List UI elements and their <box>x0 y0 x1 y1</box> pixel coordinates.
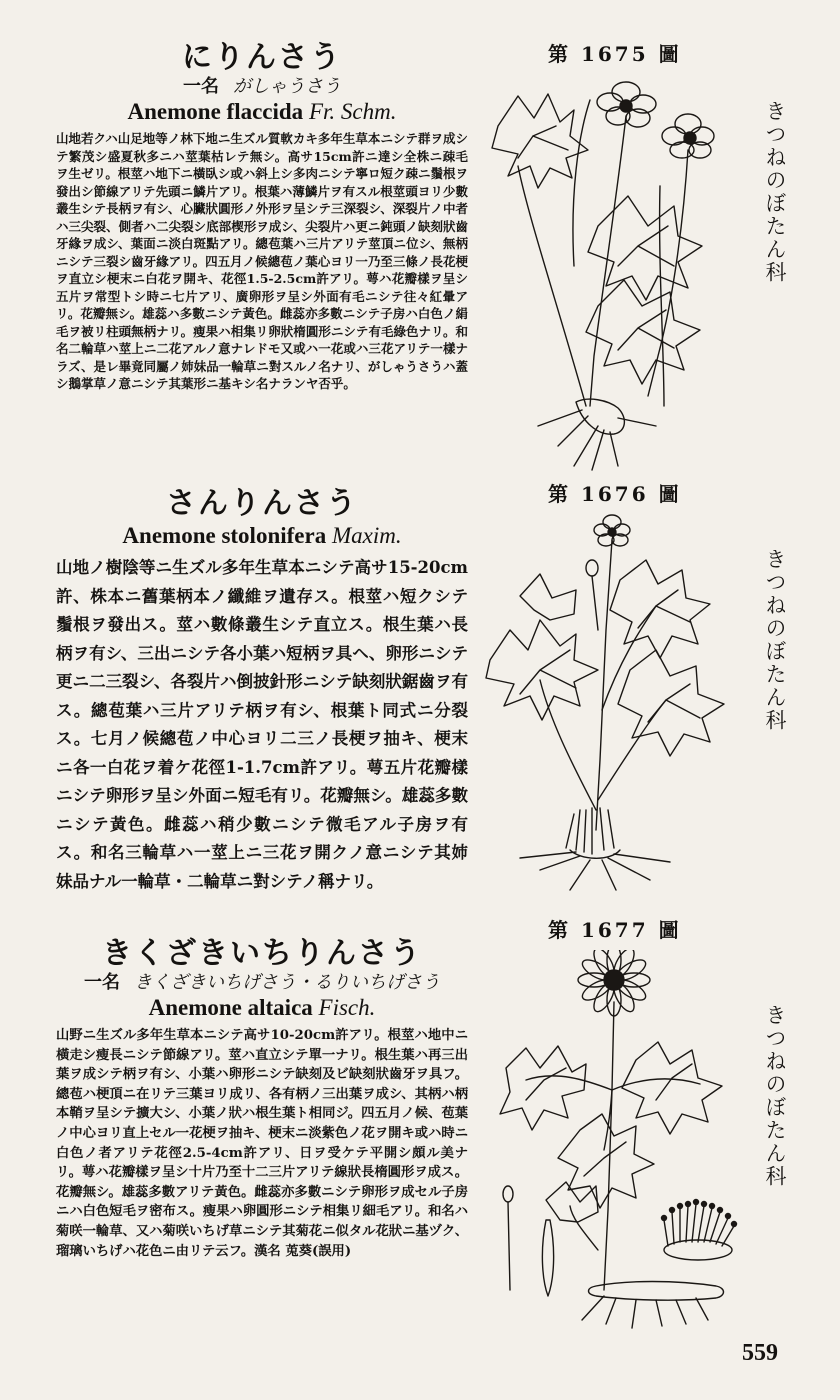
kikuzaki-ichirinsou-illustration-icon <box>486 950 756 1335</box>
alias-line <box>56 972 468 994</box>
sanrinsou-illustration-icon <box>480 510 750 895</box>
entry-description: 山地ノ樹陰等ニ生ズル多年生草本ニシテ高サ15-20cm許、株本ニ舊葉柄本ノ纖維ヲ遺存ス。根莖ハ短クシテ鬚根ヲ發出ス。莖ハ數條叢生シテ直立ス。根生葉ハ長柄ヲ有シ、三出ニシテ各小葉ハ短柄ヲ具ヘ、卵形ニシテ更ニ二三裂シ、各裂片ハ倒披針形ニシテ缺刻狀鋸齒ヲ有ス。總苞葉ハ三片アリテ柄ヲ有シ、根葉ト同式ニ分裂ス。七月ノ候總苞ノ中心ヨリ二三ノ長梗ヲ抽キ、梗末ニ各一白花ヲ着ケ花徑1-1.7cm許アリ。萼五片花瓣樣ニシテ卵形ヲ呈シ外面ニ短毛有リ。花瓣無シ。雄蕊多數ニシテ黃色。雌蕊ハ稍少數ニシテ微毛アル子房ヲ有ス。和名三輪草ハ一莖上ニ三花ヲ開クノ意ニシテ其姉妹品ナル一輪草・二輪草ニ對シテノ稱ナリ。 <box>56 558 468 891</box>
entry-nirinsou <box>56 40 468 393</box>
figure-label: 第 1675 圖 <box>548 42 682 66</box>
genus-species: Anemone stolonifera <box>122 523 327 548</box>
genus-species: Anemone altaica <box>148 995 313 1020</box>
entry-sanrinsou <box>56 486 468 896</box>
family-label: きつねのぼたん科 <box>763 100 787 284</box>
scientific-name <box>56 522 468 550</box>
flower-icon <box>597 82 656 127</box>
family-label: きつねのぼたん科 <box>763 548 787 732</box>
stamen-detail-icon <box>662 1200 737 1261</box>
entry-description: 山地若クハ山足地等ノ林下地ニ生ズル質軟カキ多年生草本ニシテ群ヲ成シテ繁茂シ盛夏秋多ニハ莖葉枯レテ無シ。高サ15cm許ニ達シ全株ニ疎毛ヲ生ゼリ。根莖ハ地下ニ橫臥シ或ハ斜上シ多肉ニシテ寧ロ短ク疎ニ鬚根ヲ發出シ節線アリテ先頭ニ鱗片アリ。根葉ハ薄鱗片ヲ有スル根莖頭ヨリ少數叢生シテ長柄ヲ有シ、心臟狀圓形ノ外形ヲ呈シテ三深裂シ、深裂片ノ中者ハ三尖裂、側者ハ二尖裂シ底部楔形ヲ成シ、尖裂片ハ更ニ鈍頭ノ缺刻狀齒牙緣ヲ成シ、葉面ニ淡白斑點アリ。總苞葉ハ三片アリテ莖頂ニ位シ、無柄ニシテ三裂シ齒牙緣アリ。四五月ノ候總苞ノ葉心ヨリ一乃至三條ノ長花梗ヲ直立シ梗末ニ白花ヲ開キ、花徑1.5-2.5cm許アリ。萼ハ花瓣樣ヲ呈シ五片ヲ常型トシ時ニ七片アリ、廣卵形ヲ呈シ外面有毛ニシテ往々紅暈アリ。花瓣無シ。雄蕊ハ多數ニシテ黃色。雌蕊亦多數ニシテ子房ハ白色ノ絹毛ヲ被リ柱頭無柄ナリ。瘦果ハ相集リ卵狀楕圓形ニシテ有毛綠色ナリ。和名二輪草ハ莖上ニ二花アルノ意ナレドモ又或ハ一花或ハ三花アリテ一樣ナラズ、是レ畢竟同屬ノ姉妹品一輪草ニ對スルノ名ナリ、がしゃうさうハ蓋シ鵝掌草ノ意ニシテ其葉形ニ基キシ名ナランヤ否乎。 <box>56 131 468 391</box>
entry-description: 山野ニ生ズル多年生草本ニシテ高サ10-20cm許アリ。根莖ハ地中ニ橫走シ瘦長ニシテ節線アリ。莖ハ直立シテ單一ナリ。根生葉ハ再三出葉ヲ成シテ柄ヲ有シ、小葉ハ卵形ニシテ缺刻及ビ缺刻狀齒牙ヲ具フ。總苞ハ梗頂ニ在リテ三葉ヨリ成リ、各有柄ノ三出葉ヲ成シ、其柄ハ柄本鞘ヲ呈シテ擴大シ、小葉ノ狀ハ根生葉ト相同ジ。四五月ノ候、苞葉ノ中心ヨリ直上セル一花梗ヲ抽キ、梗末ニ淡紫色ノ花ヲ開キ或ハ時ニ白色ノ者アリテ花徑2.5-4cm許アリ、日ヲ受ケテ平開シ頗ル美ナリ。萼ハ花瓣樣ヲ呈シ十片乃至十二三片アリテ線狀長楕圓形ヲ成ス。花瓣無シ。雄蕊多數アリテ黃色。雌蕊亦多數ニシテ卵形ヲ成セル子房ニハ白色短毛ヲ密布ス。瘦果ハ卵圓形ニシテ相集リ細毛アリ。和名ハ菊咲一輪草、又ハ菊咲いちげ草ニシテ其菊花ニ似タル花狀ニ基ヅク、瑠璃いちげハ花色ニ由リテ云フ。漢名 莵葵(誤用) <box>56 1028 468 1259</box>
alias-name: きくざきいちげさう・るりいちげさう <box>134 972 440 993</box>
author-citation: Fr. Schm. <box>308 99 397 124</box>
genus-species: Anemone flaccida <box>127 99 304 124</box>
author-citation: Maxim. <box>331 523 402 548</box>
alias-name: がしゃうさう <box>233 76 341 97</box>
entry-kikuzaki-ichirinsou <box>56 936 468 1261</box>
figure-label: 第 1676 圖 <box>548 482 682 506</box>
petal-detail-icon <box>503 1186 554 1296</box>
page-number: 559 <box>742 1340 778 1366</box>
entry-title: きくざきいちりんさう <box>102 936 422 971</box>
alias-line <box>56 76 468 98</box>
entry-title: さんりんさう <box>166 486 358 521</box>
scientific-name <box>56 98 468 126</box>
entry-title: にりんさう <box>182 40 342 75</box>
scientific-name <box>56 994 468 1022</box>
alias-label: 一名 <box>84 972 120 993</box>
author-citation: Fisch. <box>318 995 376 1020</box>
family-label: きつねのぼたん科 <box>763 1004 787 1188</box>
nirinsou-illustration-icon <box>478 66 738 476</box>
figure-label: 第 1677 圖 <box>548 918 682 942</box>
alias-label: 一名 <box>183 76 219 97</box>
